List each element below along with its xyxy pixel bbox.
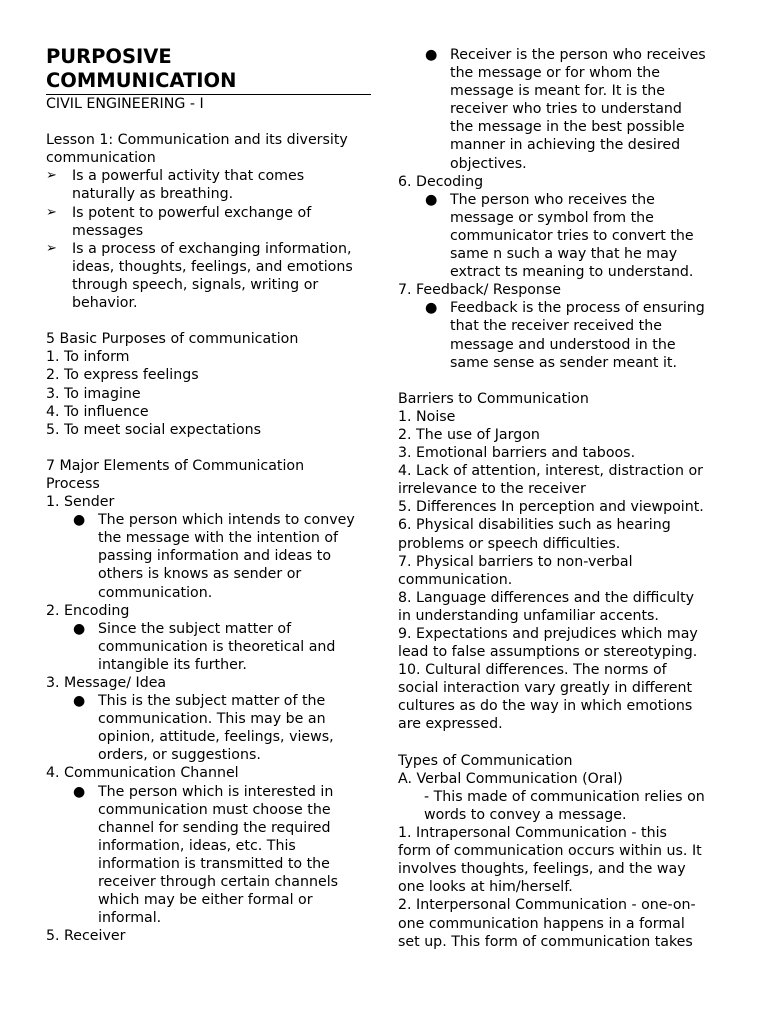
definition-item [46,204,372,240]
purpose-item: 5. To meet social expectations [46,421,262,438]
barrier-item: 10. Cultural differences. The norms of [398,662,667,679]
description-text: the message in the best possible [450,119,685,136]
description-text: receiver who tries to understand [450,101,682,118]
description-text: same sense as sender meant it. [450,354,677,371]
barrier-item: 7. Physical barriers to non-verbal [398,553,633,570]
description-text: passing information and ideas to [98,548,332,565]
description-text: message or symbol from the [450,209,654,226]
barrier-item: 6. Physical disabilities such as hearing [398,517,671,534]
barrier-item: social interaction vary greatly in different [398,680,693,697]
element-title: 6. Decoding [398,173,484,190]
type-title: A. Verbal Communication (Oral) [398,770,623,787]
description-text: message is meant for. It is the [450,83,666,100]
barrier-item: lead to false assumptions or stereotyping. [398,644,698,661]
element-description [46,511,372,601]
barrier-item: communication. [398,571,513,588]
description-text: The person who receives the [450,191,655,208]
description-text: objectives. [450,155,527,172]
elements-heading-cont: Process [46,475,100,492]
type-item: involves thoughts, feelings, and the way [398,861,686,878]
type-description: - This made of communication relies on [424,788,705,805]
definition-text: Is a powerful activity that comes [72,168,305,185]
description-text: intangible its further. [98,656,247,673]
element-description [46,692,372,764]
definition-text: naturally as breathing. [72,186,234,203]
description-text: receiver through certain channels [98,874,339,891]
barriers-heading: Barriers to Communication [398,390,589,407]
arrow-bullet-icon: ➢ [46,240,57,256]
description-text: This is the subject matter of the [98,693,326,710]
doc-title-line-1: PURPOSIVE [46,45,172,68]
description-text: opinion, attitude, feelings, views, [98,729,334,746]
description-text: communication must choose the [98,801,331,818]
element-title: 5. Receiver [46,928,126,945]
dot-bullet-icon: ● [73,620,86,637]
left-column [46,45,372,945]
description-text: the message with the intention of [98,530,339,547]
arrow-bullet-icon: ➢ [46,168,57,184]
definition-text: Is potent to powerful exchange of [72,204,312,221]
element-title: 4. Communication Channel [46,765,239,782]
definition-text: ideas, thoughts, feelings, and emotions [72,258,353,275]
description-text: The person which intends to convey [98,512,355,529]
right-column [398,46,728,951]
description-text: manner in achieving the desired [450,137,681,154]
type-item: 1. Intrapersonal Communication - this [398,825,667,842]
definition-item [46,167,372,203]
description-text: informal. [98,910,162,927]
type-item: 2. Interpersonal Communication - one-on- [398,897,696,914]
barrier-item: in understanding unfamiliar accents. [398,607,659,624]
description-text: that the receiver received the [450,318,662,335]
element-description [398,46,728,173]
barrier-item: 5. Differences In perception and viewpoint. [398,499,704,516]
type-item: one looks at him/herself. [398,879,573,896]
description-text: The person which is interested in [98,783,334,800]
barrier-item: 4. Lack of attention, interest, distraction or [398,463,703,480]
description-text: channel for sending the required [98,819,331,836]
element-description [46,620,372,674]
description-text: communication. [98,584,213,601]
dot-bullet-icon: ● [73,512,86,529]
arrow-bullet-icon: ➢ [46,204,57,220]
barrier-item: 1. Noise [398,408,456,425]
purposes-heading: 5 Basic Purposes of communication [46,331,299,348]
element-title: 7. Feedback/ Response [398,282,562,299]
description-text: Since the subject matter of [98,620,292,637]
definition-text: Is a process of exchanging information, [72,240,352,257]
description-text: communication. This may be an [98,711,326,728]
description-text: same n such a way that he may [450,246,678,263]
definition-item [46,240,372,312]
element-description [46,783,372,928]
description-text: the message or for whom the [450,65,660,82]
definition-text: behavior. [72,295,138,312]
description-text: message and understood in the [450,336,676,353]
barrier-item: 3. Emotional barriers and taboos. [398,445,636,462]
type-description: words to convey a message. [424,806,627,823]
purpose-item: 2. To express feelings [46,367,199,384]
description-text: communication is theoretical and [98,638,336,655]
element-title: 1. Sender [46,494,115,511]
type-item: form of communication occurs within us. It [398,843,702,860]
description-text: communicator tries to convert the [450,227,694,244]
elements-heading: 7 Major Elements of Communication [46,457,305,474]
type-item: one communication happens in a formal [398,915,685,932]
dot-bullet-icon: ● [73,783,86,800]
definition-text: messages [72,222,144,239]
element-title: 2. Encoding [46,602,130,619]
description-text: information, ideas, etc. This [98,837,296,854]
description-text: Feedback is the process of ensuring [450,300,705,317]
description-text: Receiver is the person who receives [450,47,706,63]
type-item: set up. This form of communication takes [398,933,693,950]
description-text: extract ts meaning to understand. [450,264,694,281]
lesson-heading: Lesson 1: Communication and its diversity [46,132,348,149]
barrier-item: 2. The use of Jargon [398,426,540,443]
barrier-item: 9. Expectations and prejudices which may [398,626,698,642]
description-text: information is transmitted to the [98,855,330,872]
doc-subtitle: CIVIL ENGINEERING - I [46,96,204,112]
purpose-item: 1. To inform [46,349,130,366]
dot-bullet-icon: ● [425,47,438,63]
barrier-item: 8. Language differences and the difficulty [398,589,695,606]
description-text: others is knows as sender or [98,566,302,583]
element-description [398,299,728,371]
purpose-item: 3. To imagine [46,385,141,402]
barrier-item: cultures as do the way in which emotions [398,698,693,715]
barrier-item: problems or speech difficulties. [398,535,621,552]
barrier-item: irrelevance to the receiver [398,481,586,498]
description-text: orders, or suggestions. [98,747,261,764]
element-title: 3. Message/ Idea [46,675,167,691]
doc-title-line-2: COMMUNICATION [46,69,237,92]
element-description [398,191,728,281]
dot-bullet-icon: ● [73,693,86,710]
dot-bullet-icon: ● [425,300,438,317]
description-text: which may be either formal or [98,892,313,909]
definition-text: through speech, signals, writing or [72,276,319,293]
barrier-item: are expressed. [398,716,503,733]
lesson-heading-cont: communication [46,150,156,167]
dot-bullet-icon: ● [425,191,438,208]
types-heading: Types of Communication [398,752,573,769]
purpose-item: 4. To influence [46,403,149,420]
